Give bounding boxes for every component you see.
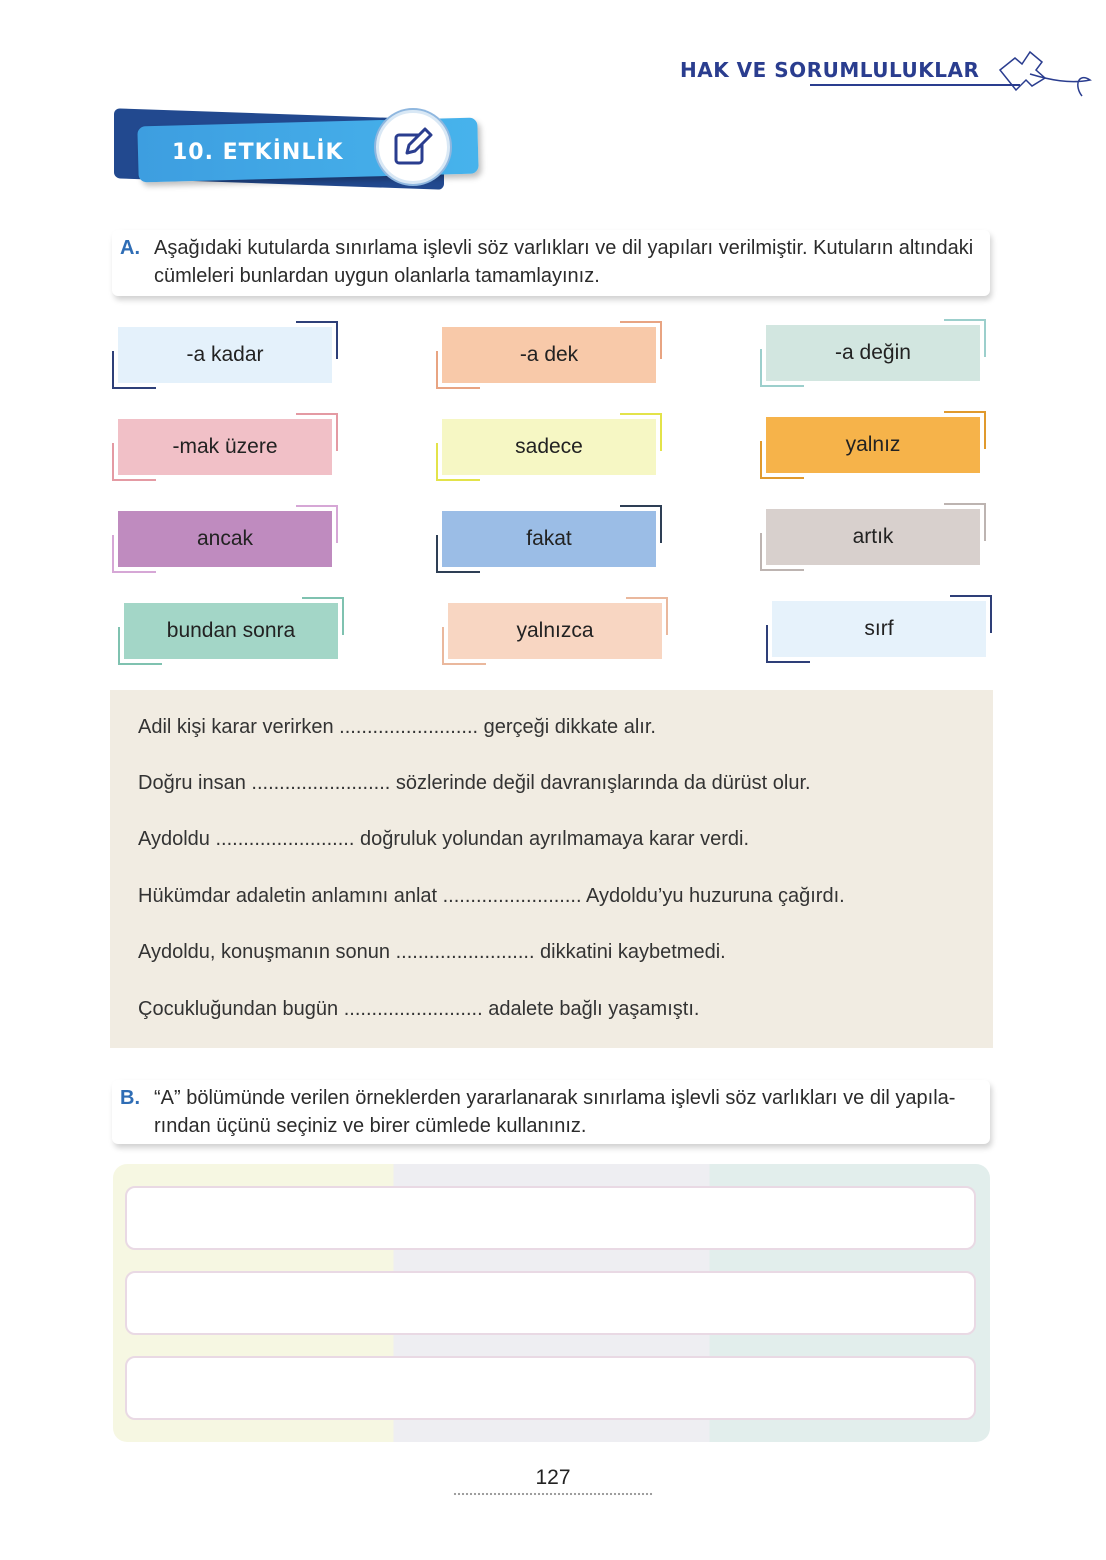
word-box [118, 511, 332, 567]
corner-accent-top [944, 319, 986, 357]
section-b-letter: B. [120, 1087, 140, 1109]
word-box [118, 419, 332, 475]
answer-line-1[interactable] [125, 1186, 976, 1250]
word-box [442, 419, 656, 475]
sentence-6: Çocukluğundan bugün ......................... adalete bağlı yaşamıştı. [138, 998, 700, 1020]
corner-accent-bottom [112, 443, 156, 481]
word-box [766, 417, 980, 473]
page-number: 127 [535, 1466, 571, 1489]
corner-accent-top [620, 413, 662, 451]
word-box-label: -a kadar [186, 343, 264, 366]
section-b-instruction [112, 1080, 990, 1144]
chapter-title-underline [810, 84, 1020, 86]
section-a-letter: A. [120, 237, 140, 259]
activity-label: 10. ETKİNLİK [172, 140, 344, 165]
word-box-label: sadece [515, 435, 583, 458]
word-box-label: artık [852, 525, 894, 548]
section-a-instruction [112, 230, 990, 296]
corner-accent-top [944, 411, 986, 449]
corner-accent-bottom [118, 627, 162, 665]
answer-area [113, 1164, 990, 1442]
corner-accent-bottom [112, 535, 156, 573]
word-box-label: fakat [526, 527, 572, 550]
word-box [448, 603, 662, 659]
word-box-label: -a dek [519, 343, 579, 366]
corner-accent-top [296, 321, 338, 359]
word-box-label: bundan sonra [166, 619, 296, 642]
corner-accent-top [296, 505, 338, 543]
word-box [118, 327, 332, 383]
word-box-label: yalnızca [516, 619, 594, 642]
chapter-title: HAK VE SORUMLULUKLAR [680, 58, 980, 82]
word-box [766, 325, 980, 381]
page-number-decoration [453, 1492, 653, 1496]
corner-accent-top [296, 413, 338, 451]
word-box-label: sırf [864, 617, 894, 640]
answer-line-2[interactable] [125, 1271, 976, 1335]
edit-icon [393, 127, 433, 167]
corner-accent-top [620, 321, 662, 359]
corner-accent-bottom [760, 349, 804, 387]
word-box [442, 511, 656, 567]
corner-accent-top [950, 595, 992, 633]
answer-line-3[interactable] [125, 1356, 976, 1420]
corner-accent-bottom [760, 441, 804, 479]
section-b-text-line1: “A” bölümünde verilen örneklerden yararlanarak sınırlama işlevli söz varlıkları ve dil yapıla- [154, 1087, 956, 1109]
section-b-text-line2: rından üçünü seçiniz ve birer cümlede kullanınız. [154, 1115, 587, 1137]
sentence-2: Doğru insan ......................... sözlerinde değil davranışlarında da dürüst olur. [138, 772, 811, 794]
sentence-1: Adil kişi karar verirken ......................... gerçeği dikkate alır. [138, 716, 656, 738]
corner-accent-bottom [436, 351, 480, 389]
corner-accent-bottom [766, 625, 810, 663]
activity-badge [110, 100, 490, 200]
word-box [442, 327, 656, 383]
sentence-3: Aydoldu ......................... doğruluk yolundan ayrılmamaya karar verdi. [138, 828, 750, 850]
word-box [124, 603, 338, 659]
corner-accent-top [944, 503, 986, 541]
corner-accent-bottom [436, 443, 480, 481]
badge-circle [376, 110, 450, 184]
word-box [766, 509, 980, 565]
word-box-label: ancak [196, 527, 254, 550]
corner-accent-bottom [760, 533, 804, 571]
section-a-text-line2: cümleleri bunlardan uygun olanlarla tamamlayınız. [154, 265, 600, 287]
word-box-label: -mak üzere [172, 435, 278, 458]
corner-accent-top [302, 597, 344, 635]
section-a-text-line1: Aşağıdaki kutularda sınırlama işlevli söz varlıkları ve dil yapıları verilmiştir. Kutuların altındaki [154, 237, 974, 259]
corner-accent-bottom [112, 351, 156, 389]
sentence-4: Hükümdar adaletin anlamını anlat ......................... Aydoldu’yu huzuruna çağırdı. [138, 885, 845, 907]
corner-accent-bottom [442, 627, 486, 665]
corner-accent-top [620, 505, 662, 543]
puzzle-icon [990, 40, 1095, 100]
sentences-panel [110, 690, 993, 1048]
sentence-5: Aydoldu, konuşmanın sonun ......................... dikkatini kaybetmedi. [138, 941, 726, 963]
corner-accent-bottom [436, 535, 480, 573]
word-box-label: -a değin [835, 341, 911, 364]
corner-accent-top [626, 597, 668, 635]
word-box-label: yalnız [845, 433, 901, 456]
word-box [772, 601, 986, 657]
